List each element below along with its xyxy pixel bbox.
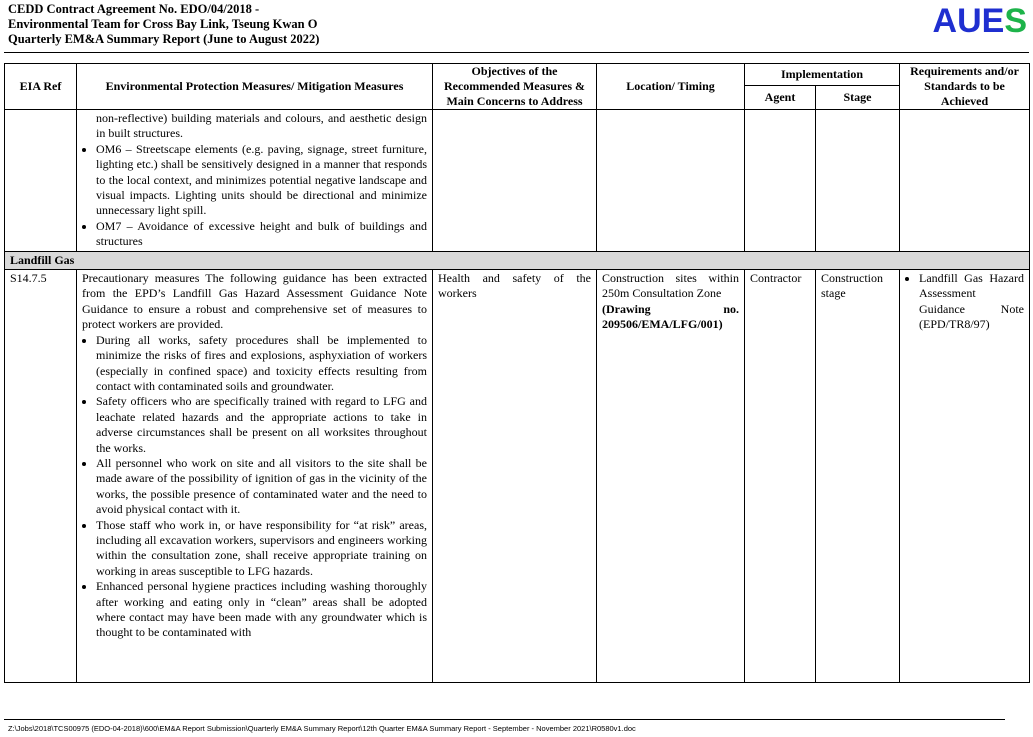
section-row-landfill-gas bbox=[5, 251, 1030, 269]
col-measures: Environmental Protection Measures/ Mitigation Measures bbox=[77, 64, 433, 110]
aues-logo bbox=[933, 2, 1028, 40]
col-implementation: Implementation bbox=[745, 64, 900, 86]
cell-objective: Health and safety of the workers bbox=[433, 270, 597, 683]
col-location: Location/ Timing bbox=[597, 64, 745, 110]
cell-requirements bbox=[900, 270, 1030, 683]
table-row-continued bbox=[5, 110, 1030, 252]
logo-letter-u: U bbox=[957, 2, 982, 40]
contract-title: CEDD Contract Agreement No. EDO/04/2018 - bbox=[8, 2, 260, 16]
col-eia-ref: EIA Ref bbox=[5, 64, 77, 110]
cell-measures-continued bbox=[77, 110, 433, 252]
logo-letter-a: A bbox=[932, 2, 958, 40]
lfg-intro-text: Precautionary measures The following guidance has been extracted from the EPD’s Landfill Gas Hazard Assessment Guidance Note Guidance to ensure a robust and comprehensive set of measures to protect workers are provided. bbox=[82, 271, 427, 332]
logo-letter-s: S bbox=[1004, 2, 1027, 40]
cell-objective-empty bbox=[433, 110, 597, 252]
list-item-om6: • OM6 – Streetscape elements (e.g. paving, signage, street furniture, lighting etc.) shall be sensitively designed in a manner that responds to the local context, and minimizes potential negative landscape and visual impacts. Lighting units should be directional and minimize unnecessary light spill. bbox=[96, 142, 427, 219]
cell-location-empty bbox=[597, 110, 745, 252]
cell-agent-empty bbox=[745, 110, 816, 252]
location-drawing-ref: (Drawing no. 209506/EMA/LFG/001) bbox=[602, 301, 739, 332]
cell-measures-lfg bbox=[77, 270, 433, 683]
document-header bbox=[8, 2, 319, 47]
cell-stage: Construction stage bbox=[816, 270, 900, 683]
continued-lead-text: non-reflective) building materials and colours, and aesthetic design in built structures. bbox=[96, 111, 427, 141]
list-item: • Enhanced personal hygiene practices including washing thoroughly after working and eating only in “clean” areas shall be adopted where contact may have been made with any groundwater which is thought to be contaminated with bbox=[96, 579, 427, 641]
cell-stage-empty bbox=[816, 110, 900, 252]
logo-letter-e: E bbox=[981, 2, 1005, 40]
cell-ref-empty bbox=[5, 110, 77, 252]
list-item: • During all works, safety procedures shall be implemented to minimize the risks of fires and explosions, asphyxiation of workers (especially in confined space) and toxicity effects resulting from contact with contaminated soils and groundwater. bbox=[96, 333, 427, 395]
cell-location bbox=[597, 270, 745, 683]
col-stage: Stage bbox=[816, 86, 900, 110]
cell-eia-ref: S14.7.5 bbox=[5, 270, 77, 683]
team-title: Environmental Team for Cross Bay Link, Tseung Kwan O bbox=[8, 17, 318, 31]
header-divider bbox=[4, 52, 1029, 53]
list-item-requirement: • Landfill Gas Hazard Assessment Guidance Note (EPD/TR8/97) bbox=[919, 271, 1024, 333]
header-row-1 bbox=[5, 64, 1030, 86]
cell-agent: Contractor bbox=[745, 270, 816, 683]
lfg-bullet-list bbox=[82, 333, 427, 641]
requirements-list bbox=[905, 271, 1024, 333]
report-title: Quarterly EM&A Summary Report (June to August 2022) bbox=[8, 32, 320, 46]
col-requirements: Requirements and/or Standards to be Achieved bbox=[900, 64, 1030, 110]
mitigation-measures-table bbox=[4, 63, 1030, 683]
list-item-om7: • OM7 – Avoidance of excessive height and bulk of buildings and structures bbox=[96, 219, 427, 250]
location-text: Construction sites within 250m Consultation Zone bbox=[602, 271, 739, 301]
footer-divider bbox=[4, 719, 1005, 720]
footer-file-path: Z:\Jobs\2018\TCS00975 (EDO-04-2018)\600\EM&A Report Submission\Quarterly EM&A Summary Report\12th Quarter EM&A Summary Report - September - November 2021\R0580v1.doc bbox=[8, 724, 636, 733]
continued-bullet-list bbox=[82, 142, 427, 250]
table-row-lfg bbox=[5, 270, 1030, 683]
col-agent: Agent bbox=[745, 86, 816, 110]
list-item: • Those staff who work in, or have responsibility for “at risk” areas, including all excavation workers, supervisors and engineers working within the consultation zone, shall receive appropriate training on working in areas susceptible to LFG hazards. bbox=[96, 518, 427, 580]
col-objectives: Objectives of the Recommended Measures & Main Concerns to Address bbox=[433, 64, 597, 110]
section-title: Landfill Gas bbox=[5, 251, 1030, 269]
list-item: • Safety officers who are specifically trained with regard to LFG and leachate related hazards and the appropriate actions to take in adverse circumstances shall be present on all worksites throughout the works. bbox=[96, 394, 427, 456]
list-item: • All personnel who work on site and all visitors to the site shall be made aware of the possibility of ignition of gas in the vicinity of the works, the possible presence of contaminated water and the need to avoid physical contact with it. bbox=[96, 456, 427, 518]
cell-requirements-empty bbox=[900, 110, 1030, 252]
